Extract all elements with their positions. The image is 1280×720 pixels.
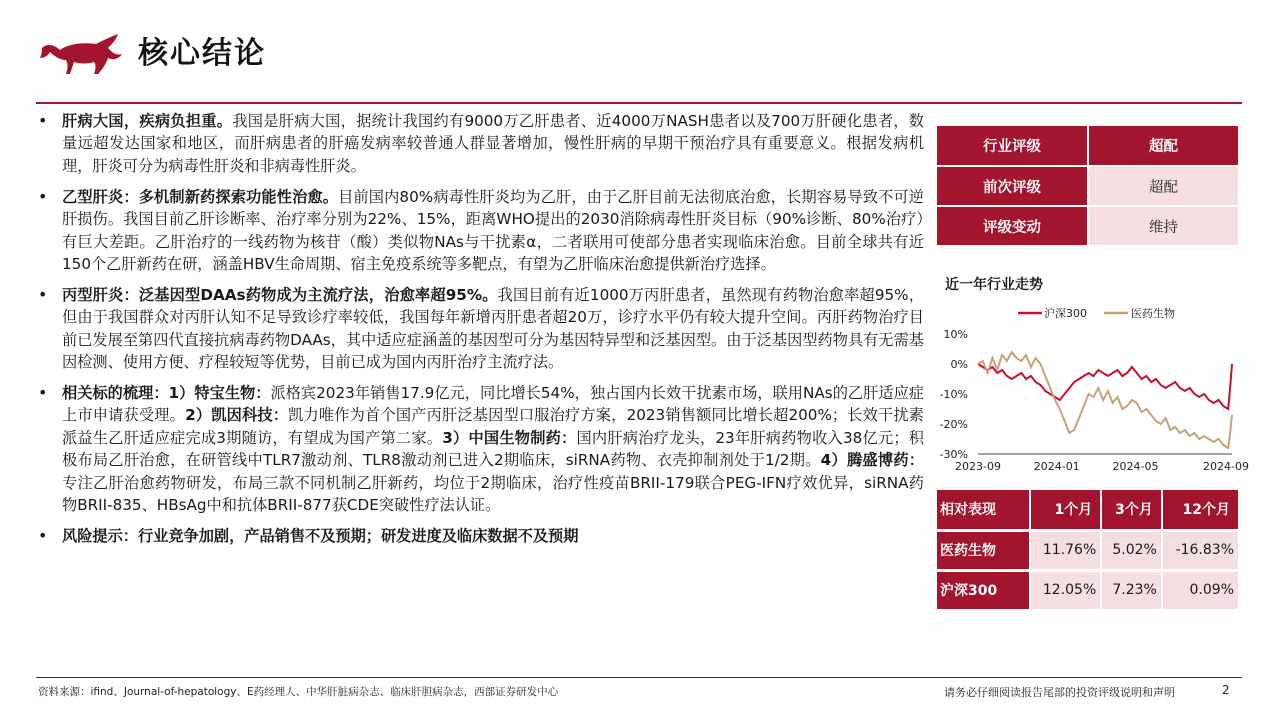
bullet-lead: 3）中国生物制药： [442, 428, 577, 447]
bullet-item [36, 284, 924, 374]
footer-divider [36, 677, 1242, 678]
bullet-body: 目前国内80%病毒性肝炎均为乙肝，由于乙肝目前无法彻底治愈，长期容易导致不可逆肝损伤。我国目前乙肝诊断率、治疗率分别为22%、15%，距离WHO提出的2030消除病毒性肝炎目标（90%诊断、80%治疗）有巨大差距。乙肝治疗的一线药物为核苷（酸）类似物NAs与干扰素α，二者联用可使部分患者实现临床治愈。目前全球共有近150个乙肝新药在研，涵盖HBV生命周期、宿主免疫系统等多靶点，有望为乙肝临床治愈提供新治疗选择。 [62, 187, 924, 273]
y-tick-label: 10% [943, 328, 968, 341]
performance-row-name: 沪深300 [937, 570, 1030, 610]
rating-value: 维持 [1088, 206, 1238, 246]
bullet-lead: 乙型肝炎：多机制新药探索功能性治愈。 [62, 187, 339, 206]
rating-row [937, 206, 1238, 246]
performance-value: 7.23% [1101, 570, 1162, 610]
bullet-lead: 肝病大国，疾病负担重。 [62, 112, 233, 130]
bullet-item [36, 525, 924, 547]
bullet-body: 专注乙肝治愈药物研发，布局三款不同机制乙肝新药，均位于2期临床，治疗性疫苗BRII-179联合PEG-IFN疗效优异，siRNA药物BRII-835、HBsAg中和抗体BRII-877获CDE突破性疗法认证。 [62, 473, 924, 514]
bullet-body: 我国目前有近1000万丙肝患者，虽然现有药物治愈率超95%，但由于我国群众对丙肝认知不足导致诊疗率较低，我国每年新增丙肝患者超20万，诊疗水平仍有较大提升空间。丙肝药物治疗目前已发展至第四代直接抗病毒药物DAAs，其中适应症涵盖的基因型可分为基因特异型和泛基因型。由于泛基因型药物具有无需基因检测、使用方便、疗程较短等优势，目前已成为国内丙肝治疗主流疗法。 [62, 285, 924, 372]
performance-value: 5.02% [1101, 530, 1162, 570]
performance-header: 相对表现 [937, 490, 1030, 530]
disclaimer: 请务必仔细阅读报告尾部的投资评级说明和声明 [944, 686, 1175, 699]
performance-value: 0.09% [1162, 570, 1238, 610]
rating-value: 超配 [1088, 126, 1238, 166]
x-tick-label: 2024-09 [1203, 460, 1249, 473]
series-line-pharma [978, 352, 1232, 448]
bullet-body: 我国是肝病大国，据统计我国约有9000万乙肝患者、近4000万NASH患者以及700万肝硬化患者，数量远超发达国家和地区，而肝病患者的肝癌发病率较普通人群显著增加，慢性肝病的早期干预治疗具有重要意义。根据发病机理，肝炎可分为病毒性肝炎和非病毒性肝炎。 [62, 112, 924, 175]
performance-value: 12.05% [1030, 570, 1101, 610]
rating-row [937, 166, 1238, 206]
performance-header: 3个月 [1101, 490, 1162, 530]
legend-label-pharma: 医药生物 [1131, 307, 1175, 320]
bullet-body: 派格宾2023年销售17.9亿元，同比增长54%，独占国内长效干扰素市场，联用NAs的乙肝适应症上市申请获受理。 [62, 383, 924, 425]
rating-label: 行业评级 [937, 126, 1088, 166]
bullet-lead: 4）腾盛博药： [820, 451, 924, 470]
page-number: 2 [1222, 683, 1230, 697]
bullet-item [36, 186, 924, 276]
conclusion-list [36, 110, 924, 556]
x-tick-label: 2024-05 [1112, 460, 1159, 473]
bull-logo-icon [38, 30, 128, 78]
y-tick-label: 0% [950, 358, 968, 371]
performance-header: 12个月 [1162, 490, 1238, 530]
trend-chart [930, 298, 1249, 480]
rating-value: 超配 [1088, 166, 1238, 206]
y-tick-label: -10% [939, 388, 968, 401]
performance-value: -16.83% [1162, 530, 1238, 570]
legend [1018, 306, 1175, 320]
y-tick-label: -30% [939, 448, 968, 461]
page-title: 核心结论 [138, 36, 266, 71]
source-note: 资料来源：ifind、Journal-of-hepatology、E药经理人、中华肝脏病杂志、临床肝胆病杂志，西部证券研发中心 [38, 686, 559, 698]
performance-value: 11.76% [1030, 530, 1101, 570]
bullet-body: 凯力唯作为首个国产丙肝泛基因型口服治疗方案，2023销售额同比增长超200%；长效干扰素派益生乙肝适应症完成3期随访，有望成为国产第二家。 [62, 406, 924, 447]
performance-row [937, 530, 1238, 570]
y-tick-label: -20% [939, 418, 968, 431]
x-tick-label: 2024-01 [1033, 460, 1080, 473]
trend-title: 近一年行业走势 [945, 277, 1043, 293]
x-axis [955, 454, 1249, 473]
performance-table [937, 490, 1238, 612]
bullet-lead: 2）凯因科技： [185, 406, 289, 425]
performance-row-name: 医药生物 [937, 530, 1030, 570]
performance-row [937, 570, 1238, 610]
bullet-item [36, 110, 924, 177]
rating-table [937, 126, 1238, 247]
y-axis [940, 328, 968, 461]
title-divider [36, 102, 1242, 104]
bullet-lead: 风险提示：行业竞争加剧，产品销售不及预期；研发进度及临床数据不及预期 [62, 526, 579, 545]
bullet-item [36, 382, 924, 516]
x-tick-label: 2023-09 [955, 460, 1001, 473]
rating-label: 评级变动 [937, 206, 1088, 246]
rating-label: 前次评级 [937, 166, 1088, 206]
bullet-lead: 丙型肝炎：泛基因型DAAs药物成为主流疗法，治愈率超95%。 [62, 285, 498, 304]
performance-header-row [937, 490, 1238, 530]
bullet-body: 国内肝病治疗龙头，23年肝病药物收入38亿元；积极布局乙肝治愈，在研管线中TLR7激动剂、TLR8激动剂已进入2期临床，siRNA药物、衣壳抑制剂处于1/2期。 [62, 428, 924, 470]
performance-header: 1个月 [1030, 490, 1101, 530]
legend-label-csi300: 沪深300 [1044, 307, 1087, 320]
bullet-lead: 相关标的梳理：1）特宝生物： [62, 383, 271, 402]
series-line-csi300 [978, 364, 1232, 409]
rating-row [937, 126, 1238, 166]
